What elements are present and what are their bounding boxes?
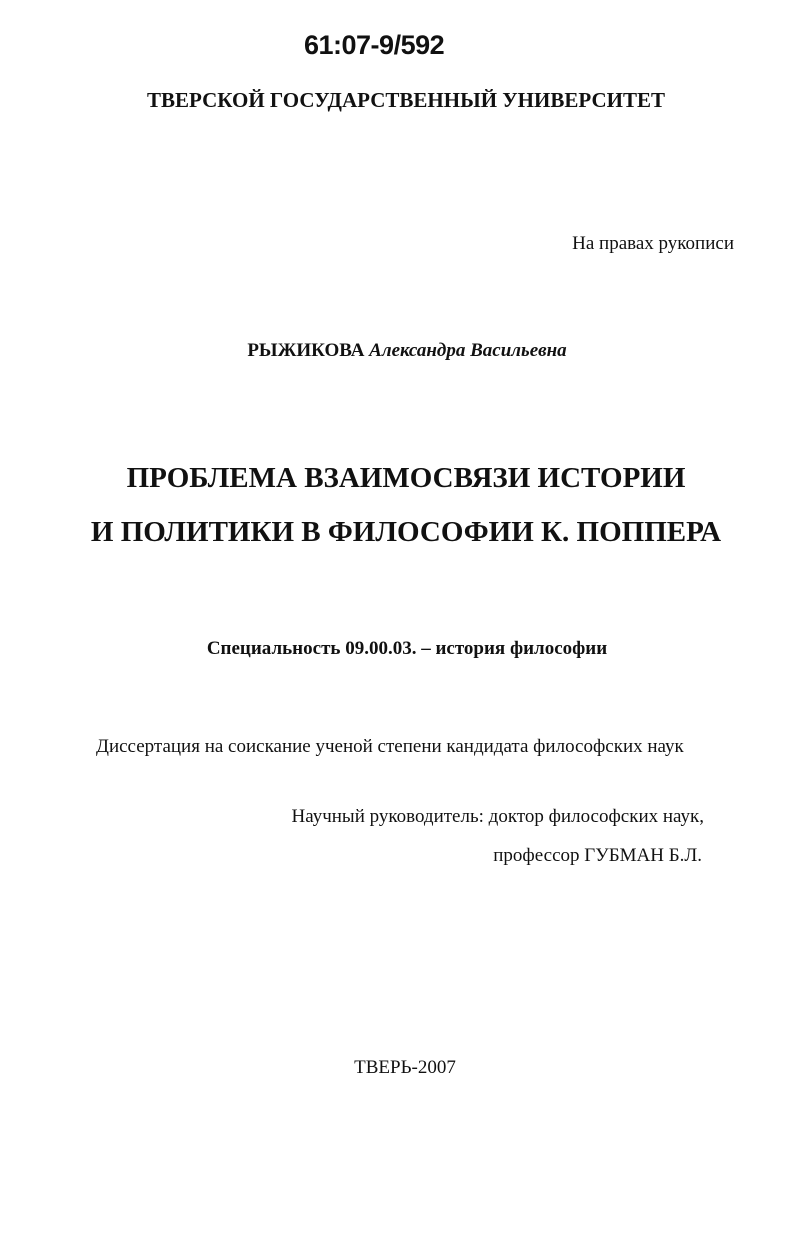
dissertation-title-line-1: ПРОБЛЕМА ВЗАИМОСВЯЗИ ИСТОРИИ	[126, 462, 686, 494]
manuscript-rights-note: На правах рукописи	[572, 233, 734, 254]
supervisor-line-1: Научный руководитель: доктор философских наук,	[291, 806, 704, 827]
specialty: Специальность 09.00.03. – история философии	[206, 638, 608, 659]
city-year: ТВЕРЬ-2007	[354, 1057, 456, 1078]
dissertation-degree-note: Диссертация на соискание ученой степени кандидата философских наук	[96, 736, 684, 757]
author-name	[0, 340, 796, 362]
author-given-names: Александра Васильевна	[369, 340, 567, 361]
archive-code: 61:07-9/592	[304, 30, 445, 60]
dissertation-title-line-2: И ПОЛИТИКИ В ФИЛОСОФИИ К. ПОППЕРА	[90, 516, 722, 548]
university-name: ТВЕРСКОЙ ГОСУДАРСТВЕННЫЙ УНИВЕРСИТЕТ	[147, 88, 665, 112]
supervisor-line-2: профессор ГУБМАН Б.Л.	[493, 845, 702, 866]
author-surname: РЫЖИКОВА	[247, 340, 365, 361]
